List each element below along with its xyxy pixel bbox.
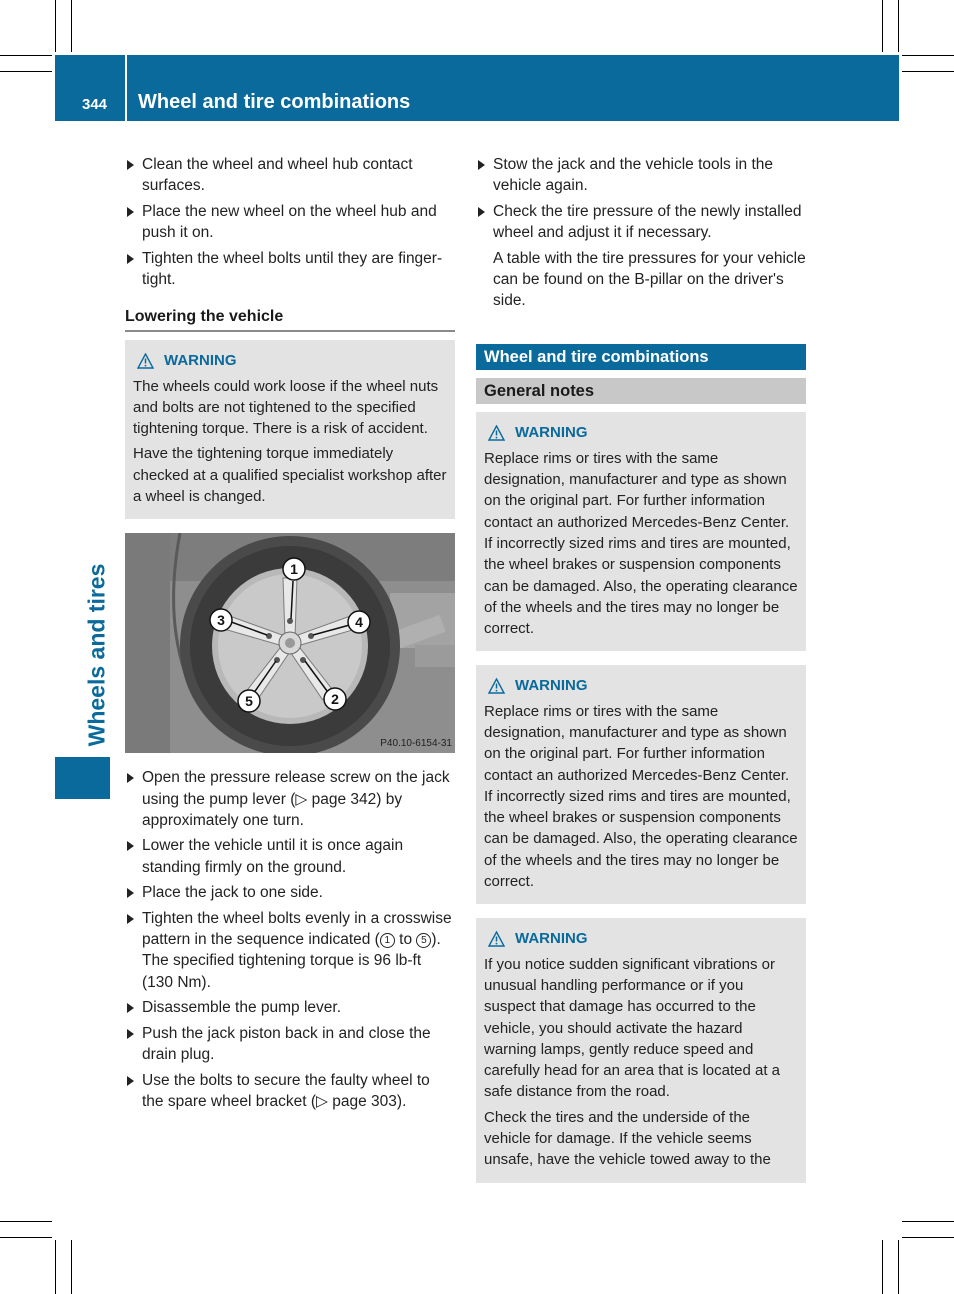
instruction-step: Tighten the wheel bolts until they are finger-tight.: [125, 248, 455, 290]
figure-caption: P40.10-6154-31: [380, 738, 452, 750]
crop-mark: [902, 1221, 954, 1222]
marker-2-label: 2: [331, 691, 339, 708]
warning-triangle-icon: [137, 353, 154, 369]
instruction-step: Disassemble the pump lever.: [125, 997, 455, 1018]
warning-text: The wheels could work loose if the wheel nuts and bolts are not tightened to the specified tightening torque. There is a risk of accident.: [133, 377, 439, 438]
subsection-title-bar: General notes: [476, 378, 806, 404]
warning-label: WARNING: [515, 677, 588, 695]
tire-pressure-note: A table with the tire pressures for your vehicle can be found on the B-pillar on the driver's side.: [493, 249, 806, 310]
warning-label: WARNING: [515, 930, 588, 948]
crop-mark: [882, 0, 883, 52]
section-heading-lowering: Lowering the vehicle: [125, 308, 455, 332]
warning-title: [137, 350, 447, 371]
warning-box: [125, 340, 455, 519]
right-column: [476, 154, 806, 1183]
warning-title: [488, 422, 798, 443]
instruction-step: Clean the wheel and wheel hub contact surfaces.: [125, 154, 455, 196]
warning-text: Check the tires and the underside of the vehicle for damage. If the vehicle seems unsafe, have the vehicle towed away to the: [484, 1108, 771, 1169]
instruction-step: Stow the jack and the vehicle tools in the vehicle again.: [476, 154, 806, 196]
crop-mark: [902, 55, 954, 56]
page-title: Wheel and tire combinations: [138, 91, 411, 113]
left-column: [125, 154, 455, 1117]
crop-mark: [71, 1240, 72, 1294]
crop-mark: [882, 1240, 883, 1294]
warning-box: [476, 918, 806, 1182]
warning-triangle-icon: [488, 931, 505, 947]
instruction-step: Place the jack to one side.: [125, 882, 455, 903]
crop-mark: [898, 1240, 899, 1294]
marker-3-label: 3: [217, 612, 225, 629]
instruction-step: Lower the vehicle until it is once again standing firmly on the ground.: [125, 835, 455, 877]
crop-mark: [0, 1237, 52, 1238]
warning-label: WARNING: [164, 352, 237, 370]
warning-box: [476, 412, 806, 651]
crop-mark: [0, 55, 52, 56]
crop-mark: [902, 71, 954, 72]
instruction-step-torque: [125, 908, 455, 993]
warning-text: Have the tightening torque immediately checked at a qualified specialist workshop after a wheel is changed.: [133, 445, 447, 505]
crop-mark: [898, 0, 899, 52]
header-divider: [125, 55, 127, 121]
crop-mark: [55, 0, 56, 52]
step-text: ). The specified tightening torque is 96 lb-ft (130 Nm).: [142, 931, 441, 991]
instruction-step: Place the new wheel on the wheel hub and push it on.: [125, 201, 455, 243]
section-title-bar: Wheel and tire combinations: [476, 344, 806, 370]
step-text: to: [394, 931, 417, 949]
crop-mark: [71, 0, 72, 52]
warning-text: If you notice sudden significant vibrations or unusual handling performance or if you suspect that damage has occurred to the vehicle, you should activate the hazard warning lamps, gently reduce speed and carefully head for an area that is located at a safe distance from the road.: [484, 955, 781, 1101]
instruction-step: Use the bolts to secure the faulty wheel to the spare wheel bracket (▷ page 303).: [125, 1070, 455, 1112]
marker-4-label: 4: [355, 614, 363, 631]
warning-box: [476, 665, 806, 904]
warning-label: WARNING: [515, 424, 588, 442]
spare-wheel-illustration: [125, 533, 455, 753]
warning-text: Replace rims or tires with the same designation, manufacturer and type as shown on the original part. For further information contact an authorized Mercedes-Benz Center. If incorrectly sized rims and tires are mounted, the wheel brakes or suspension components can be damaged. Also, the operating clearance of the wheels and the tires may no longer be correct.: [484, 702, 798, 891]
warning-text: Replace rims or tires with the same designation, manufacturer and type as shown on the original part. For further information contact an authorized Mercedes-Benz Center. If incorrectly sized rims and tires are mounted, the wheel brakes or suspension components can be damaged. Also, the operating clearance of the wheels and the tires may no longer be correct.: [484, 449, 798, 638]
marker-5-label: 5: [245, 693, 253, 710]
instruction-step: Check the tire pressure of the newly installed wheel and adjust it if necessary.: [476, 201, 806, 243]
chapter-tab-marker: [55, 757, 110, 799]
sequence-end-marker: 5: [416, 933, 431, 948]
warning-triangle-icon: [488, 425, 505, 441]
instruction-step: Push the jack piston back in and close the drain plug.: [125, 1023, 455, 1065]
crop-mark: [55, 1240, 56, 1294]
chapter-side-label: Wheels and tires: [83, 563, 110, 747]
crop-mark: [0, 1221, 52, 1222]
marker-1-label: 1: [290, 561, 298, 578]
sequence-start-marker: 1: [380, 933, 395, 948]
warning-title: [488, 928, 798, 949]
crop-mark: [0, 71, 52, 72]
wheel-bolt-sequence-figure: [125, 533, 455, 753]
step-text: Tighten the wheel bolts evenly in a crosswise pattern in the sequence indicated (: [142, 910, 452, 949]
warning-title: [488, 675, 798, 696]
page-number: 344: [82, 96, 108, 113]
warning-triangle-icon: [488, 678, 505, 694]
crop-mark: [902, 1237, 954, 1238]
instruction-step: Open the pressure release screw on the jack using the pump lever (▷ page 342) by approximately one turn.: [125, 767, 455, 831]
